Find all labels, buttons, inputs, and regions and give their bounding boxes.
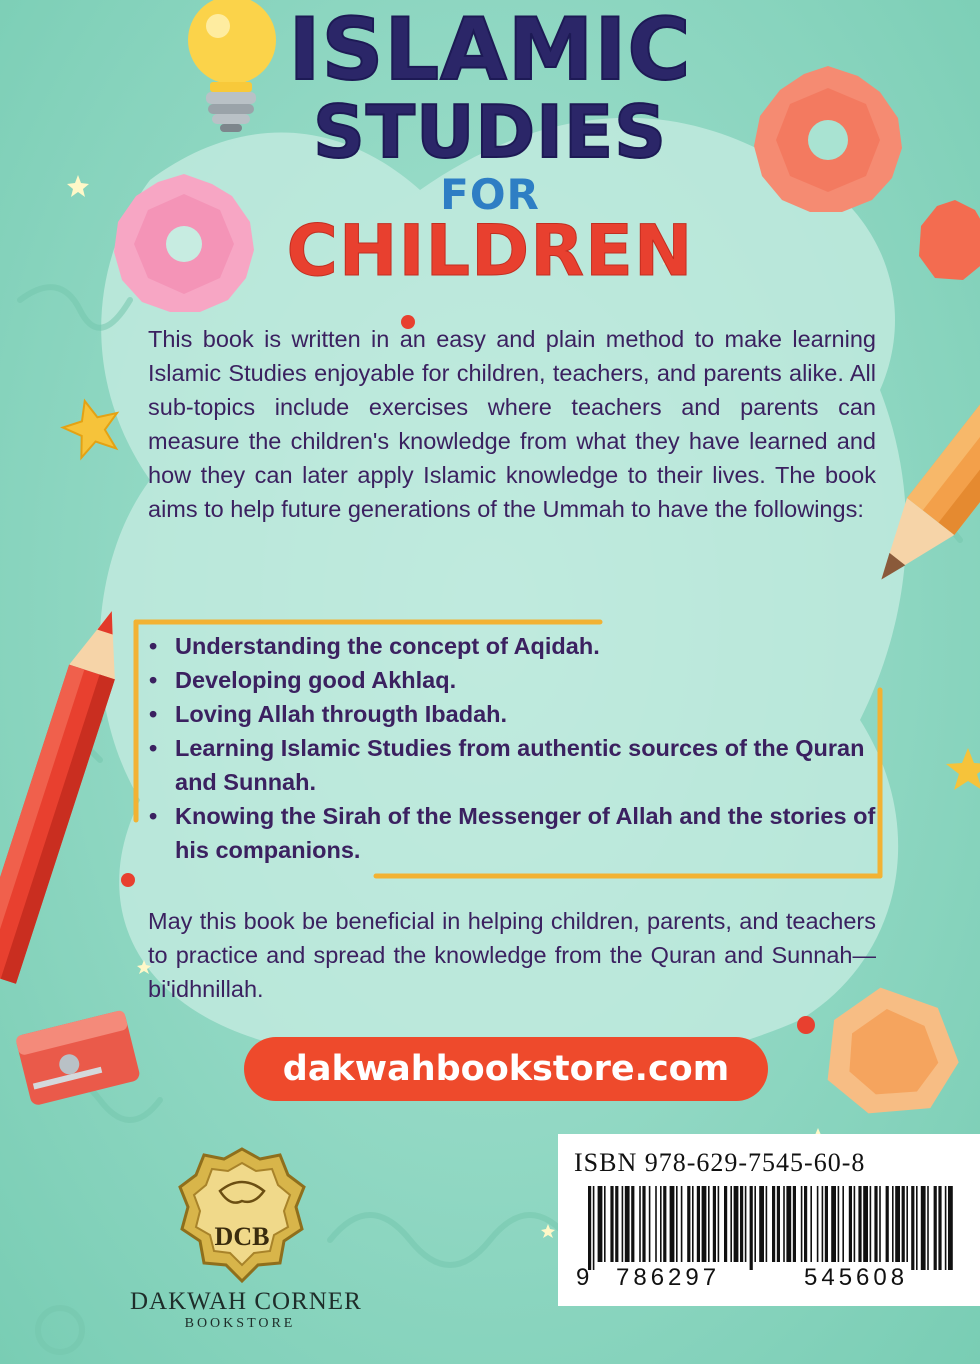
star-icon xyxy=(946,748,980,790)
dot xyxy=(121,873,135,887)
barcode-bar xyxy=(825,1186,828,1262)
list-item: • Learning Islamic Studies from authentic sources of the Quran and Sunnah. xyxy=(145,731,880,799)
barcode-bar xyxy=(622,1186,624,1262)
barcode-bar xyxy=(708,1186,710,1262)
logo-letters: DCB xyxy=(214,1222,270,1251)
barcode-bar xyxy=(615,1186,618,1262)
barcode-bar xyxy=(655,1186,657,1262)
barcode-bar xyxy=(838,1186,840,1262)
goals-list xyxy=(145,629,880,867)
barcode-bar xyxy=(730,1186,732,1262)
barcode-bar xyxy=(759,1186,764,1262)
barcode-bar xyxy=(625,1186,630,1262)
barcode-bar xyxy=(745,1186,747,1262)
barcode-bar xyxy=(849,1186,852,1262)
barcode-bar xyxy=(713,1186,716,1262)
barcode-bar xyxy=(642,1186,645,1262)
barcode-bar xyxy=(921,1186,926,1270)
closing-paragraph: May this book be beneficial in helping children, parents, and teachers to practice and spread the knowledge from the Quran and Sunnah—bi'idhnillah. xyxy=(148,908,876,1002)
barcode-bar xyxy=(750,1186,753,1270)
barcode-bar xyxy=(740,1186,743,1262)
barcode-bar xyxy=(692,1186,694,1262)
barcode-bar xyxy=(681,1186,683,1262)
barcode-bar xyxy=(588,1186,591,1270)
barcode-bar xyxy=(895,1186,900,1262)
barcode-bar xyxy=(842,1186,844,1262)
list-item: • Understanding the concept of Aqidah. xyxy=(145,629,880,663)
barcode-digits-left: 786297 xyxy=(616,1264,721,1291)
barcode-bar xyxy=(793,1186,796,1262)
barcode-bar xyxy=(945,1186,947,1270)
list-item: • Developing good Akhlaq. xyxy=(145,663,880,697)
barcode-bar xyxy=(593,1186,595,1270)
barcode-bar xyxy=(786,1186,791,1262)
publisher-name: DAKWAH CORNER xyxy=(130,1288,362,1315)
barcode-bar xyxy=(676,1186,678,1262)
barcode-bar xyxy=(902,1186,905,1262)
barcode-bar xyxy=(886,1186,889,1262)
barcode-bar xyxy=(863,1186,868,1262)
title-line-4: CHILDREN xyxy=(286,210,694,292)
barcode-bar xyxy=(724,1186,727,1262)
barcode-bar xyxy=(766,1186,768,1262)
barcode-bar xyxy=(777,1186,780,1262)
barcode-bar xyxy=(687,1186,690,1262)
intro-paragraph: This book is written in an easy and plain method to make learning Islamic Studies enjoyable for children, teachers, and parents alike. All sub-topics include exercises where teachers and parents can measure the children's knowledge from what they have learned and how they can later apply Islamic knowledge to their lives. The book aims to help future generations of the Ummah to have the followings: xyxy=(148,326,876,522)
barcode-bar xyxy=(810,1186,812,1262)
barcode-bar xyxy=(702,1186,707,1262)
barcode-bar xyxy=(927,1186,929,1270)
isbn-barcode-box xyxy=(558,1134,980,1306)
barcode-bar xyxy=(598,1186,603,1262)
isbn-text: ISBN 978-629-7545-60-8 xyxy=(574,1148,866,1177)
barcode-bar xyxy=(631,1186,634,1262)
publisher-subtitle: BOOKSTORE xyxy=(184,1316,296,1331)
title-line-3: FOR xyxy=(440,170,540,219)
sharpener-icon xyxy=(15,1010,141,1107)
barcode-bar xyxy=(831,1186,836,1262)
barcode-bar xyxy=(801,1186,803,1262)
title-line-1: ISLAMIC xyxy=(288,0,692,100)
barcode-digit-first: 9 xyxy=(576,1264,590,1291)
barcode-bar xyxy=(934,1186,937,1270)
list-item: • Knowing the Sirah of the Messenger of Allah and the stories of his companions. xyxy=(145,799,880,867)
barcode-bar xyxy=(911,1186,914,1270)
barcode-bar xyxy=(854,1186,856,1262)
barcode-bar xyxy=(610,1186,613,1262)
barcode-bar xyxy=(916,1186,918,1270)
barcode-bar xyxy=(804,1186,807,1262)
barcode-bar xyxy=(892,1186,894,1262)
barcode-bar xyxy=(697,1186,700,1262)
publisher-logo-icon xyxy=(176,1145,308,1285)
list-item: • Loving Allah througth Ibadah. xyxy=(145,697,880,731)
barcode-bar xyxy=(948,1186,953,1270)
barcode-bar xyxy=(649,1186,651,1262)
barcode-bar xyxy=(874,1186,877,1262)
barcode-bar xyxy=(734,1186,739,1262)
barcode-bar xyxy=(663,1186,666,1262)
barcode-bar xyxy=(858,1186,861,1262)
barcode-bar xyxy=(938,1186,941,1270)
title-line-2: STUDIES xyxy=(312,90,668,174)
barcode-bar xyxy=(718,1186,720,1262)
barcode-bar xyxy=(754,1186,756,1262)
barcode-bar xyxy=(670,1186,675,1262)
barcode-bar xyxy=(604,1186,606,1262)
dot xyxy=(797,1016,815,1034)
barcode-bar xyxy=(772,1186,775,1262)
barcode-digits-right: 545608 xyxy=(804,1264,909,1291)
barcode xyxy=(582,1186,962,1270)
website-link[interactable]: dakwahbookstore.com xyxy=(244,1037,768,1101)
barcode-bar xyxy=(639,1186,641,1262)
barcode-bar xyxy=(879,1186,881,1262)
barcode-bar xyxy=(660,1186,662,1262)
barcode-bar xyxy=(870,1186,872,1262)
barcode-bar xyxy=(783,1186,785,1262)
barcode-bar xyxy=(822,1186,824,1262)
barcode-bar xyxy=(906,1186,908,1262)
barcode-bar xyxy=(817,1186,819,1262)
